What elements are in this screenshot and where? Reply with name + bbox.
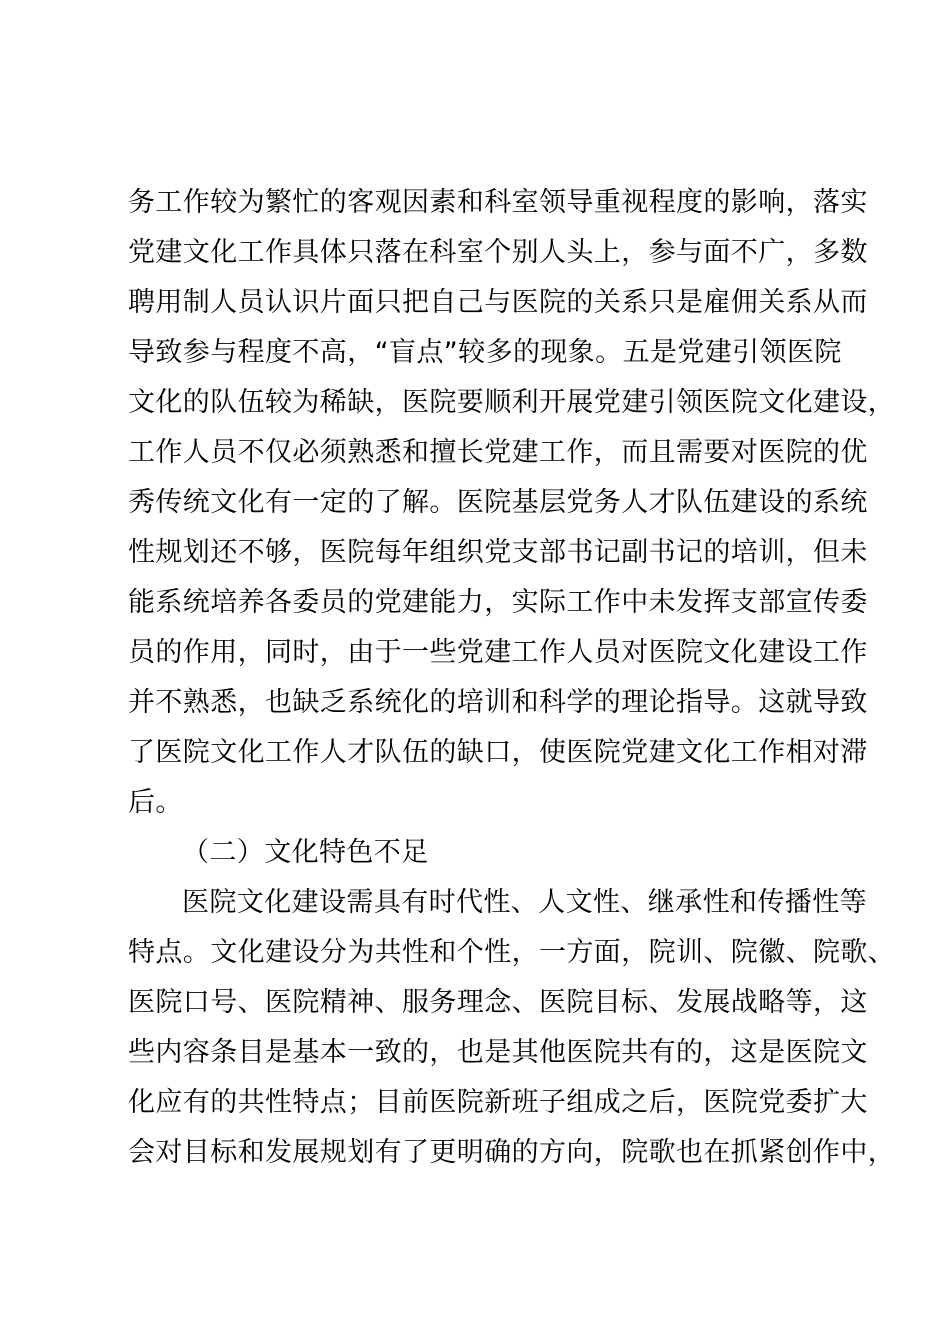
text-line: 文化的队伍较为稀缺，医院要顺利开展党建引领医院文化建设， (128, 387, 896, 418)
text-line: 化应有的共性特点；目前医院新班子组成之后，医院党委扩大 (128, 1087, 868, 1118)
text-line: 些内容条目是基本一致的，也是其他医院共有的，这是医院文 (128, 1037, 868, 1068)
paragraph-2 (128, 878, 896, 1178)
text-line: 特点。文化建设分为共性和个性，一方面，院训、院徽、院歌、 (128, 937, 896, 968)
text-line: 并不熟悉，也缺乏系统化的培训和科学的理论指导。这就导致 (128, 687, 868, 718)
text-line: 能系统培养各委员的党建能力，实际工作中未发挥支部宣传委 (128, 587, 868, 618)
text-line: 秀传统文化有一定的了解。医院基层党务人才队伍建设的系统 (128, 487, 868, 518)
text-line: 医院文化建设需具有时代性、人文性、继承性和传播性等 (182, 887, 867, 918)
paragraph-1 (128, 178, 896, 828)
text-line: 聘用制人员认识片面只把自己与医院的关系只是雇佣关系从而 (128, 287, 868, 318)
text-line: 后。 (128, 787, 183, 818)
text-line: 导致参与程度不高，“盲点”较多的现象。五是党建引领医院 (128, 337, 842, 368)
text-line: 了医院文化工作人才队伍的缺口，使医院党建文化工作相对滞 (128, 737, 868, 768)
text-line: 务工作较为繁忙的客观因素和科室领导重视程度的影响，落实 (128, 187, 868, 218)
text-line: 员的作用，同时，由于一些党建工作人员对医院文化建设工作 (128, 637, 868, 668)
text-line: 工作人员不仅必须熟悉和擅长党建工作，而且需要对医院的优 (128, 437, 868, 468)
text-line: 医院口号、医院精神、服务理念、医院目标、发展战略等，这 (128, 987, 868, 1018)
document-body (128, 178, 896, 1178)
text-line: 会对目标和发展规划有了更明确的方向，院歌也在抓紧创作中， (128, 1137, 896, 1168)
text-line: 性规划还不够，医院每年组织党支部书记副书记的培训，但未 (128, 537, 868, 568)
text-line: 党建文化工作具体只落在科室个别人头上，参与面不广，多数 (128, 237, 868, 268)
section-heading: （二）文化特色不足 (182, 837, 429, 868)
